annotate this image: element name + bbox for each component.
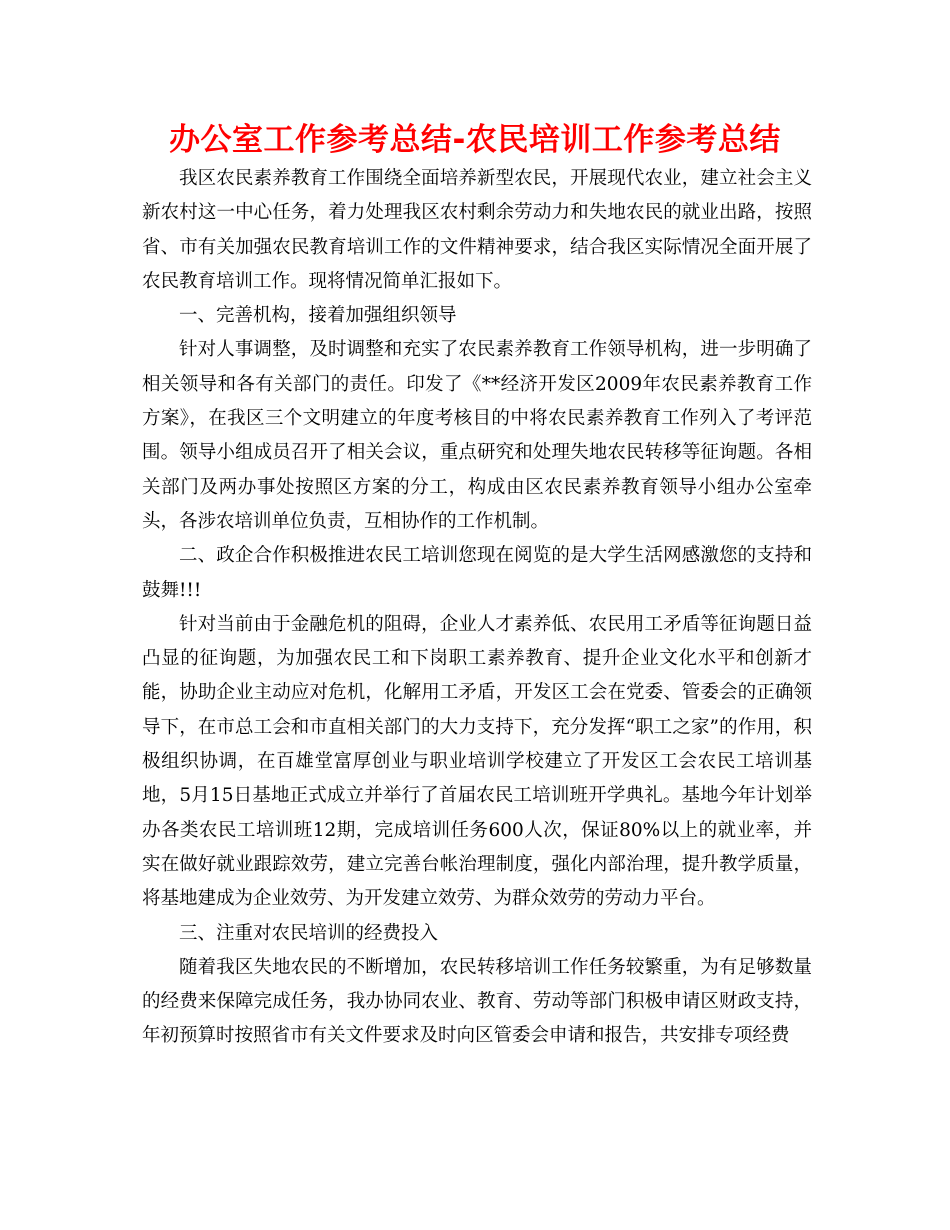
section-heading-2: 二、政企合作积极推进农民工培训您现在阅览的是大学生活网感激您的支持和鼓舞!!! [142, 545, 812, 601]
paragraph-section-2: 针对当前由于金融危机的阻碍，企业人才素养低、农民用工矛盾等征询题日益凸显的征询题，为加强农民工和下岗职工素养教育、提升企业文化水平和创新才能，协助企业主动应对危机，化解用工矛盾，开发区工会在党委、管委会的正确领导下，在市总工会和市直相关部门的大力支持下，充分发挥“职工之家”的作用，积极组织协调，在百雄堂富厚创业与职业培训学校建立了开发区工会农民工培训基地，5月15日基地正式成立并举行了首届农民工培训班开学典礼。基地今年计划举办各类农民工培训班12期，完成培训任务600人次，保证80%以上的就业率，并实在做好就业跟踪效劳，建立完善台帐治理制度，强化内部治理，提升教学质量，将基地建成为企业效劳、为开发建立效劳、为群众效劳的劳动力平台。 [142, 613, 812, 910]
paragraph-section-1: 针对人事调整，及时调整和充实了农民素养教育工作领导机构，进一步明确了相关领导和各有关部门的责任。印发了《**经济开发区2009年农民素养教育工作方案》，在我区三个文明建立的年度考核目的中将农民素养教育工作列入了考评范围。领导小组成员召开了相关会议，重点研究和处理失地农民转移等征询题。各相关部门及两办事处按照区方案的分工，构成由区农民素养教育领导小组办公室牵头，各涉农培训单位负责，互相协作的工作机制。 [142, 339, 812, 532]
document-body [142, 162, 812, 1054]
section-heading-1: 一、完善机构，接着加强组织领导 [179, 305, 457, 327]
section-heading-3: 三、注重对农民培训的经费投入 [179, 922, 439, 944]
paragraph-intro: 我区农民素养教育工作围绕全面培养新型农民，开展现代农业，建立社会主义新农村这一中心任务，着力处理我区农村剩余劳动力和失地农民的就业出路，按照省、市有关加强农民教育培训工作的文件精神要求，结合我区实际情况全面开展了农民教育培训工作。现将情况简单汇报如下。 [142, 168, 812, 292]
document-title: 办公室工作参考总结-农民培训工作参考总结 [169, 122, 781, 158]
paragraph-section-3: 随着我区失地农民的不断增加，农民转移培训工作任务较繁重，为有足够数量的经费来保障完成任务，我办协同农业、教育、劳动等部门积极申请区财政支持，年初预算时按照省市有关文件要求及时向区管委会申请和报告，共安排专项经费 [142, 956, 812, 1047]
